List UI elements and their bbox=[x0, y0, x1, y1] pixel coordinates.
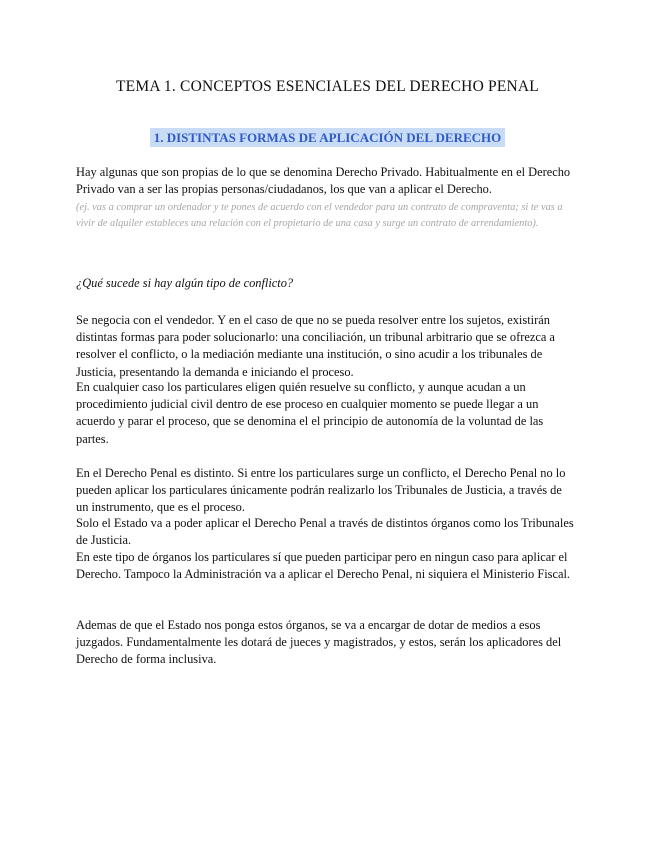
page-title: TEMA 1. CONCEPTOS ESENCIALES DEL DERECHO PENAL bbox=[116, 78, 539, 95]
paragraph-organos-particulares: En este tipo de órganos los particulares sí que pueden participar pero en ningun caso para aplicar el Derecho. Tampoco la Administración va a aplicar el Derecho Penal, ni siquiera el Ministerio Fiscal. bbox=[76, 550, 571, 582]
question-heading: ¿Qué sucede si hay algún tipo de conflicto? bbox=[76, 276, 294, 290]
paragraph-derecho-penal: En el Derecho Penal es distinto. Si entre los particulares surge un conflicto, el Derecho Penal no lo pueden aplicar los particulares únicamente podrán realizarlo los Tribunales de Justicia, a través de un instrumento, que es el proceso. bbox=[76, 466, 566, 515]
paragraph-negociacion: Se negocia con el vendedor. Y en el caso de que no se pueda resolver entre los sujetos, existirán distintas formas para poder solucionarlo: una conciliación, un tribunal arbitrario que se ofrezca a resolver el conflicto, o la mediación mediante una institución, o sino acudir a los tribunales de Justicia, presentando la demanda e iniciando el proceso. bbox=[76, 313, 555, 379]
paragraph-estado-aplica: Solo el Estado va a poder aplicar el Derecho Penal a través de distintos órganos como los Tribunales de Justicia. bbox=[76, 516, 574, 548]
section-heading bbox=[0, 130, 655, 146]
section-heading-highlight: 1. DISTINTAS FORMAS DE APLICACIÓN DEL DERECHO bbox=[150, 128, 506, 147]
paragraph-derecho-privado: Hay algunas que son propias de lo que se denomina Derecho Privado. Habitualmente en el Derecho Privado van a ser las propias personas/ciudadanos, los que van a aplicar el Derecho. bbox=[76, 165, 571, 197]
paragraph-medios-juzgados: Ademas de que el Estado nos ponga estos órganos, se va a encargar de dotar de medios a esos juzgados. Fundamentalmente les dotará de jueces y magistrados, y estos, serán los aplicadores del Derecho de forma inclusiva. bbox=[76, 618, 562, 667]
example-note: (ej. vas a comprar un ordenador y te pones de acuerdo con el vendedor para un contrato de compraventa; si te vas a vivir de alquiler estableces una relación con el propietario de una casa y surge un contrato de arrendamiento). bbox=[76, 202, 563, 229]
paragraph-autonomia-voluntad: En cualquier caso los particulares eligen quién resuelve su conflicto, y aunque acudan a un procedimiento judicial civil dentro de ese proceso en cualquier momento se puede llegar a un acuerdo y parar el proceso, que se denomina el el principio de autonomía de la voluntad de las partes. bbox=[76, 380, 544, 446]
